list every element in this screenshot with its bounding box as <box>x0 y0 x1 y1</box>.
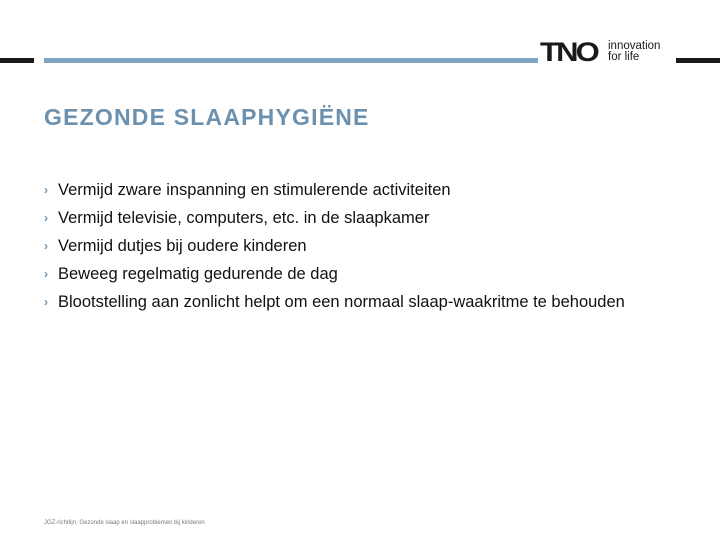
tno-logo <box>540 37 672 67</box>
chevron-right-icon: › <box>44 211 48 225</box>
bullet-text: Vermijd televisie, computers, etc. in de slaapkamer <box>58 208 430 227</box>
bullet-item <box>44 176 625 204</box>
chevron-right-icon: › <box>44 295 48 309</box>
bullet-text: Blootstelling aan zonlicht helpt om een normaal slaap-waakritme te behouden <box>58 292 625 311</box>
chevron-right-icon: › <box>44 183 48 197</box>
footer-text: JGZ-richtlijn: Gezonde slaap en slaapproblemen bij kinderen <box>44 520 205 526</box>
header-rule-right <box>676 58 720 63</box>
logo-tagline-line1: innovation <box>608 40 661 52</box>
bullet-item <box>44 232 625 260</box>
bullet-text: Vermijd zware inspanning en stimulerende activiteiten <box>58 180 451 199</box>
logo-tagline-line2: for life <box>608 51 640 63</box>
slide-title: GEZONDE SLAAPHYGIËNE <box>44 104 370 130</box>
bullet-item <box>44 260 625 288</box>
bullet-item <box>44 204 625 232</box>
bullet-list <box>44 176 625 316</box>
bullet-item <box>44 288 625 316</box>
header-rule <box>44 58 538 63</box>
chevron-right-icon: › <box>44 267 48 281</box>
logo-tagline <box>608 40 660 63</box>
logo-mark: TNO <box>540 37 597 67</box>
bullet-text: Beweeg regelmatig gedurende de dag <box>58 264 338 283</box>
bullet-text: Vermijd dutjes bij oudere kinderen <box>58 236 307 255</box>
chevron-right-icon: › <box>44 239 48 253</box>
header-rule-left <box>0 58 34 63</box>
